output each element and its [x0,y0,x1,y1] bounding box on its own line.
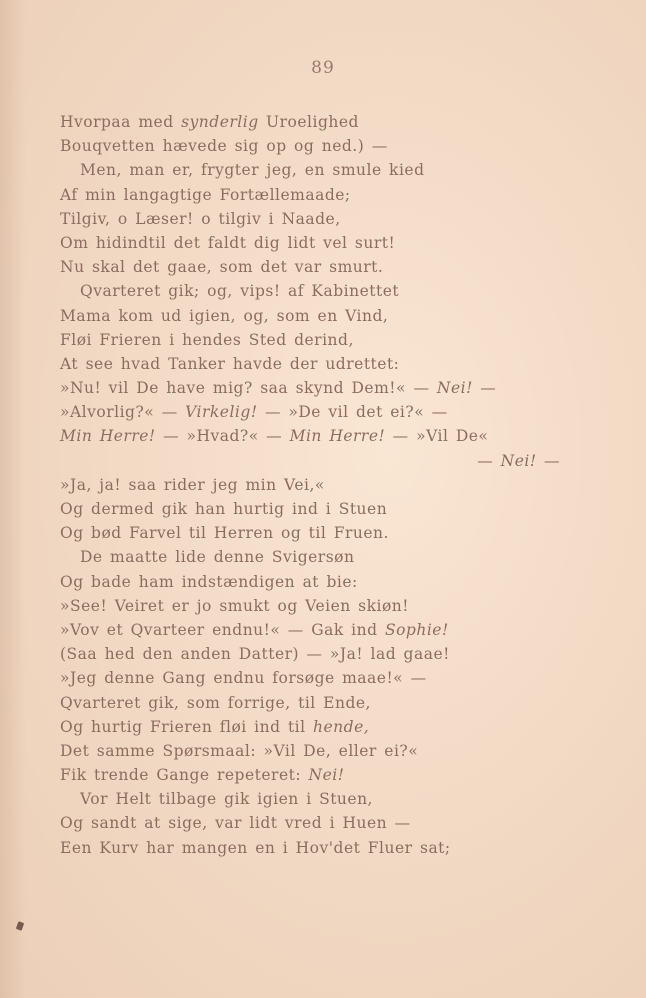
poem-line-italic: hende, [313,717,370,736]
poem-line-text: »Alvorlig?« — [60,403,186,422]
poem-line: Og bød Farvel til Herren og til Fruen. [60,524,389,543]
poem-line-text: — »Hvad?« — [155,427,290,446]
poem-line: Fløi Frieren i hendes Sted derind, [60,330,354,349]
poem-line-italic: Nei! [308,766,345,785]
poem-line: Og bade ham indstændigen at bie: [60,572,358,591]
poem-line: Nu skal det gaae, som det var smurt. [60,258,384,277]
poem-line [60,424,570,448]
poem-line: Qvarteret gik; og, vips! af Kabinettet [80,282,400,301]
poem-line-text: Hvorpaa med [60,113,182,131]
poem-line [60,110,570,134]
poem-line-italic: Nei! [436,379,473,398]
poem-line-italic: Sophie! [384,620,449,639]
poem-line-italic: Min Herre! [289,427,386,446]
poem-line [60,376,570,400]
poem-line: Om hidindtil det faldt dig lidt vel surt! [60,233,396,252]
poem-line-text: »Nu! vil De have mig? saa skynd Dem!« — [60,379,437,398]
poem-line: De maatte lide denne Svigersøn [80,548,355,567]
poem-line-text: — »De vil det ei?« — [257,403,448,422]
poem-line-italic: Nei! [500,451,537,470]
poem-line: Det samme Spørsmaal: »Vil De, eller ei?« [60,741,419,760]
poem-line: Vor Helt tilbage gik igien i Stuen, [80,790,373,809]
poem-line [60,400,570,424]
poem-line: Og dermed gik han hurtig ind i Stuen [60,500,388,518]
poem-line: At see hvad Tanker havde der udrettet: [60,354,400,373]
poem-line-text: Og hurtig Frieren fløi ind til [60,717,314,736]
poem-line [60,618,570,642]
poem-line-text: »Vov et Qvarteer endnu!« — Gak ind [60,620,385,639]
poem-line-text: Uroelighed [258,113,359,131]
poem-line-text: — »Vil De« [385,427,489,446]
poem-line-italic: Min Herre! [60,427,156,446]
poem-line-text: Fik trende Gange repeteret: [60,766,309,785]
poem-line [60,449,570,473]
poem-line [60,715,570,739]
poem-line: Men, man er, frygter jeg, en smule kied [80,161,425,180]
poem-line: »Jeg denne Gang endnu forsøge maae!« — [60,669,427,688]
poem-line-text: — [472,379,497,398]
poem-line: Af min langagtige Fortællemaade; [60,185,351,204]
poem-line: Bouqvetten hævede sig op og ned.) — [60,137,388,156]
page-gutter-shadow [0,0,26,998]
poem-line-italic: Virkelig! [185,403,258,422]
poem-line-text: — [477,451,501,470]
poem-line: (Saa hed den anden Datter) — »Ja! lad gaae! [60,645,450,664]
poem-line: Mama kom ud igien, og, som en Vind, [60,306,389,325]
poem-line: Een Kurv har mangen en i Hov'det Fluer sat; [60,838,451,857]
poem-line [60,763,570,787]
poem-line: Tilgiv, o Læser! o tilgiv i Naade, [60,209,341,228]
poem-line-italic: synderlig [181,113,259,131]
poem-line: Og sandt at sige, var lidt vred i Huen — [60,814,411,833]
poem-line: »See! Veiret er jo smukt og Veien skiøn! [60,596,410,615]
poem-line: »Ja, ja! saa rider jeg min Vei,« [60,475,325,494]
poem-text [60,110,570,860]
page-number: 89 [311,58,335,78]
poem-line: Qvarteret gik, som forrige, til Ende, [60,693,371,712]
poem-line-text: — [536,451,560,470]
